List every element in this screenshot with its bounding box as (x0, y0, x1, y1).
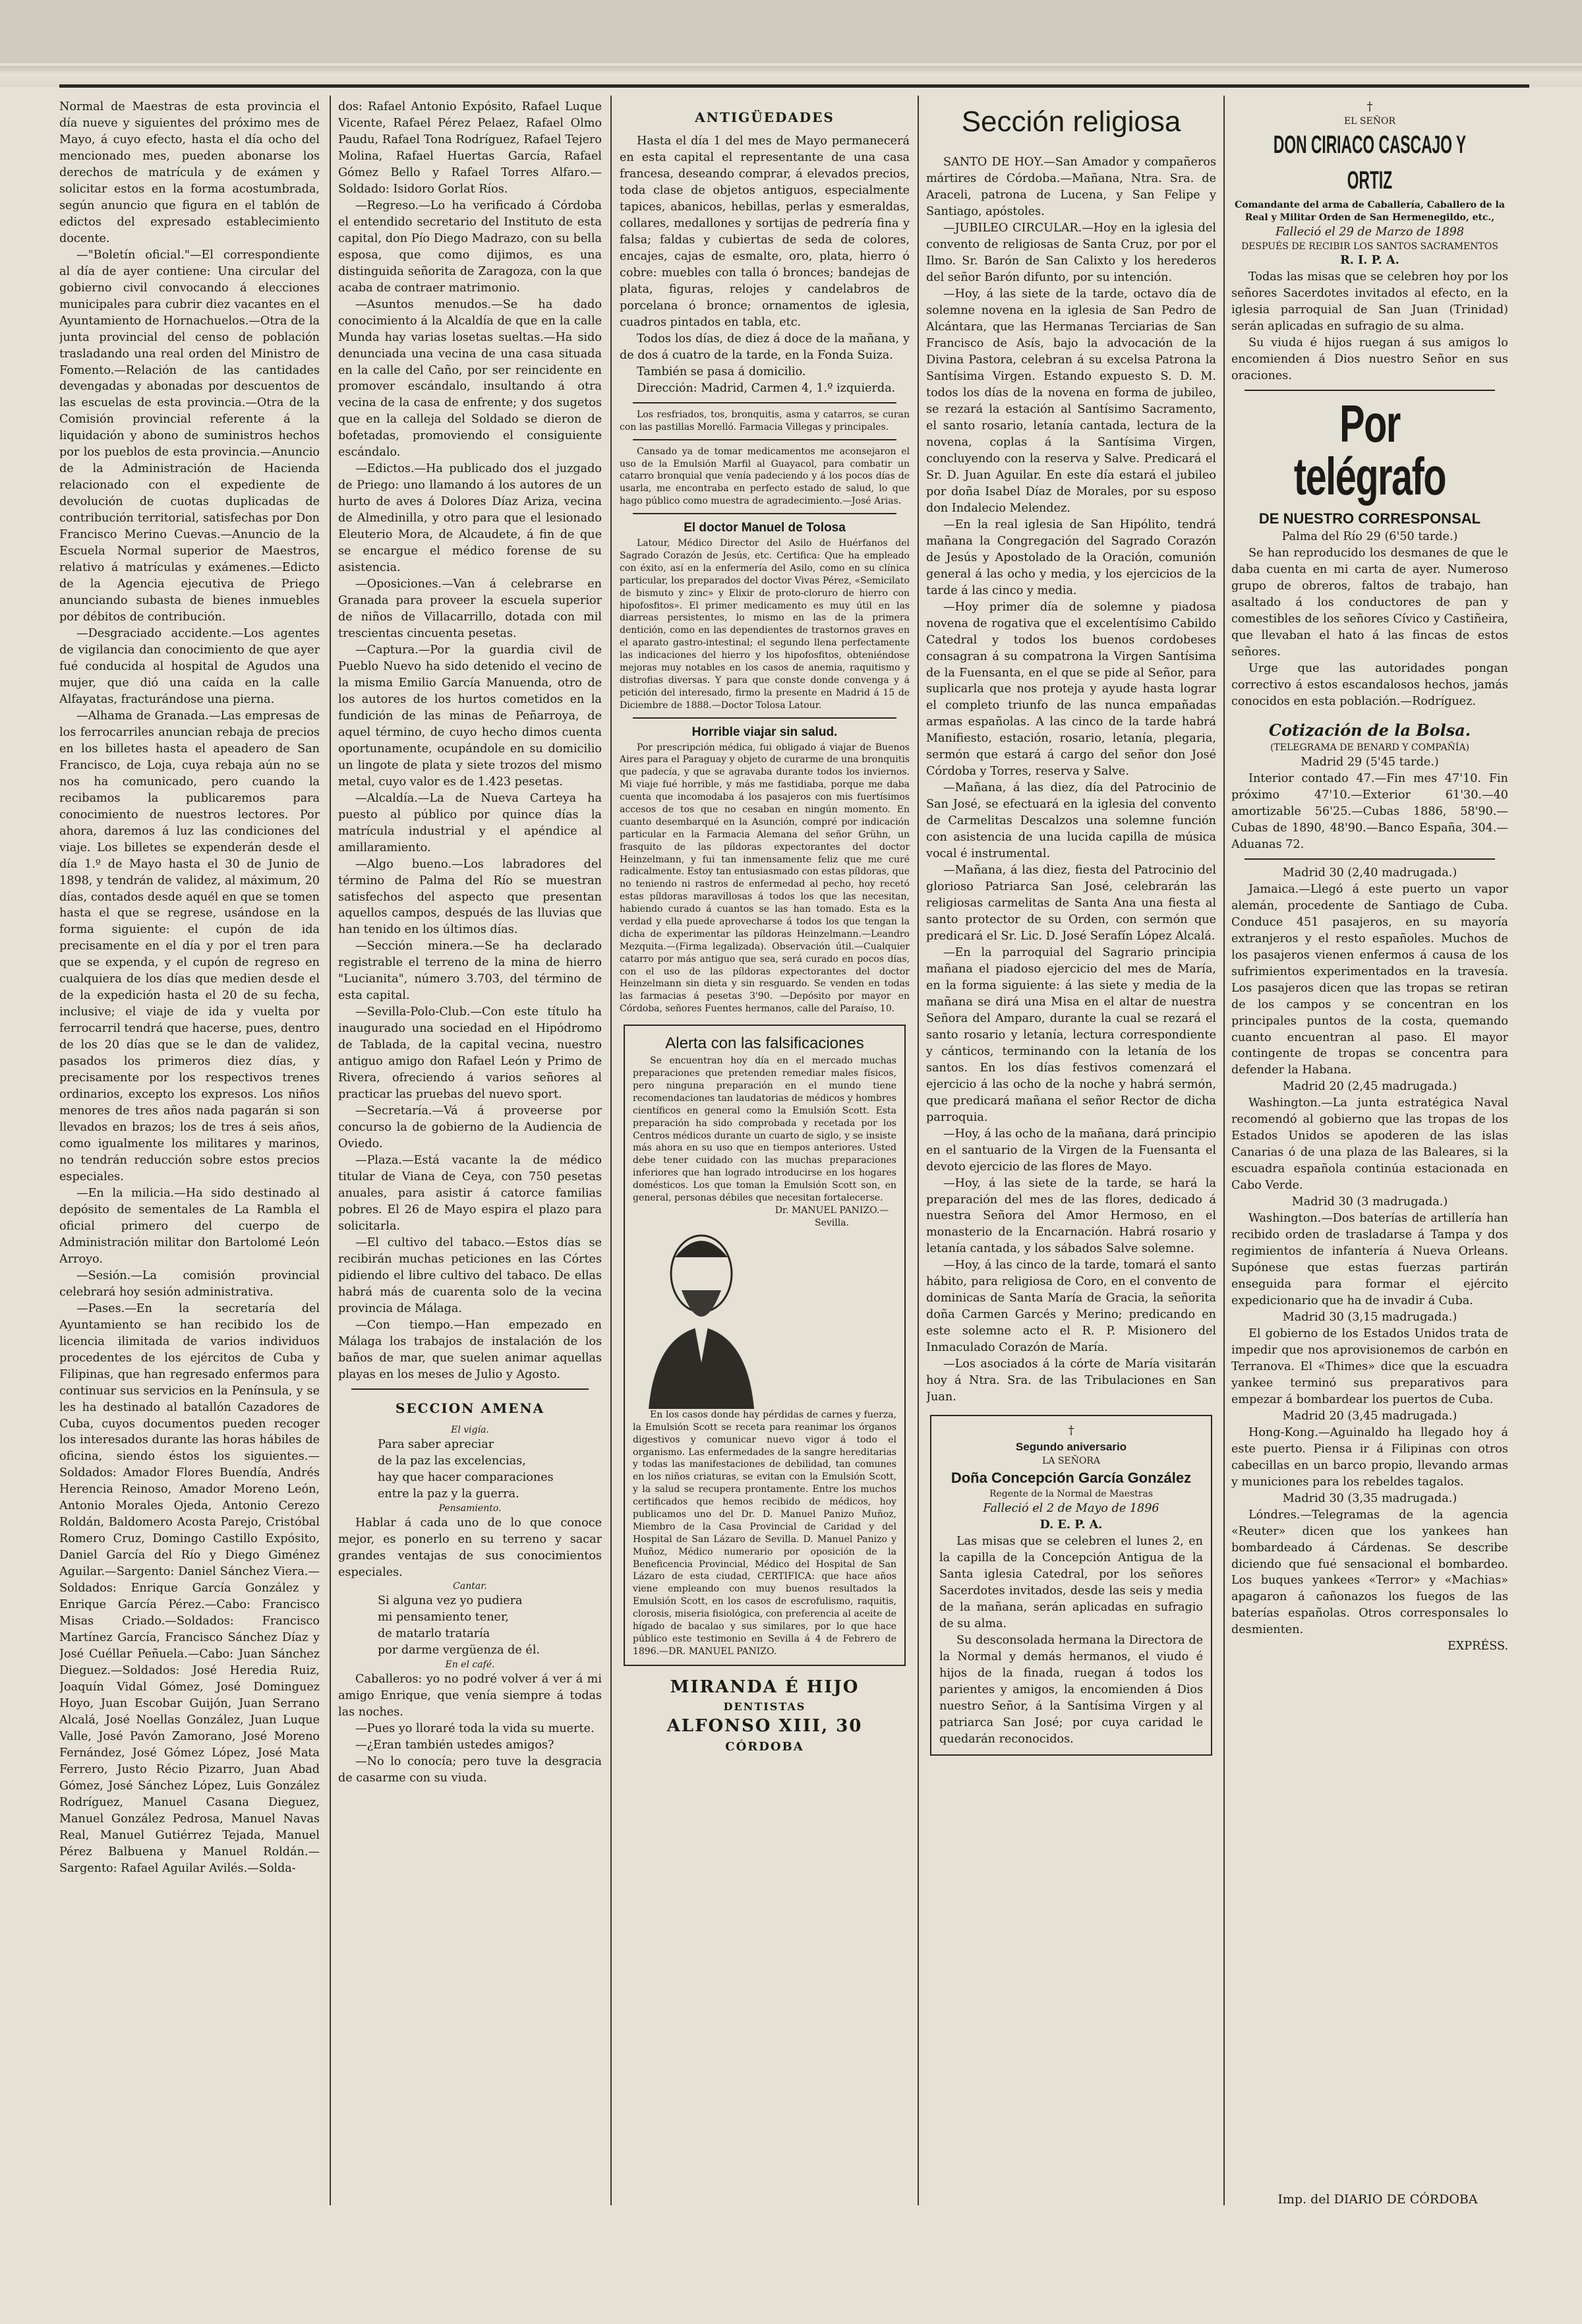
news-item: —En la real iglesia de San Hipólito, tendrá mañana la Congregación del Sagrado Corazón de Jesús y Apostolado de la Oración, comunión general á las ocho y media, y los ejercicios de la tarde á las cinco y media. (926, 518, 1216, 597)
news-item: —Hoy, á las siete de la tarde, se hará la preparación del mes de las flores, dedicado á nuestra Señora del Amor Hermoso, en el monasterio de la Encarnación. Habrá rosario y letanía cantada, y los sábados Salve solemne. (926, 1176, 1216, 1256)
obit-name: DON CIRIACO CASCAJO Y ORTIZ (1273, 131, 1467, 194)
dispatch-text: El gobierno de los Estados Unidos trata de impedir que nos aprovisionemos de carbón en Terranova. El «Thimes» dice que la escuadra yankee terminó sus preparativos para empezar á bombardear los puertos de Cuba. (1231, 1326, 1508, 1406)
news-item: —Algo bueno.—Los labradores del término de Palma del Río se muestran satisfechos del aspecto que presentan aquellos campos, después de las lluvias que han tenido en los últimos días. (338, 857, 602, 937)
obit-line: Falleció el 29 de Marzo de 1898 (1275, 225, 1465, 239)
subheading: En el café. (445, 1659, 495, 1671)
news-item: —Asuntos menudos.—Se ha dado conocimiento á la Alcaldía de que en la calle Munda hay varias losetas sueltas.—Ha sido denunciada una vecina de una casa situada en la calle del Caño, por ser reincidente en promover escándalo, insultando á otra vecina de la casa de enfrente; y dos sugetos que en la calleja del Soldado se dieron de bofetadas, promoviendo el consiguiente escándalo. (338, 297, 602, 460)
text: —¿Eran también ustedes amigos? (355, 1739, 554, 1752)
obituary (1231, 99, 1508, 384)
subheading: El vigía. (451, 1424, 489, 1435)
obit-text: Todas las misas que se celebren hoy por los señores Sacerdotes invitados al efecto, en la iglesia parroquial de San Juan (Trinidad) serán aplicadas en sufragio de su alma. (1231, 270, 1508, 334)
dispatch-head: Madrid 30 (3,35 madrugada.) (1282, 1491, 1457, 1505)
dispatch-head: Madrid 29 (5'45 tarde.) (1301, 756, 1439, 769)
obit-text: Su viuda é hijos ruegan á sus amigos lo encomienden á Dios nuestro Señor en sus oraciones. (1231, 336, 1508, 383)
news-item: —Secretaría.—Vá á proveerse por concurso la de gobierno de la Audiencia de Oviedo. (338, 1104, 602, 1151)
dispatch-text: Washington.—Dos baterías de artillería han recibido orden de trasladarse á Tampa y dos regimientos de infantería á Nueva Orleans. Supónese que estas fuerzas partirán enseguida para formar el ejército expedicionario que ha de invadir á Cuba. (1231, 1212, 1508, 1308)
news-item: —Sección minera.—Se ha declarado registrable el terreno de la mina de hierro "Lucianita", número 3.703, del término de esta capital. (338, 939, 602, 1003)
poem-line: Si alguna vez yo pudiera (378, 1594, 523, 1608)
news-item: —Hoy, á las ocho de la mañana, dará principio en el santuario de la Virgen de la Fuensanta el devoto ejercicio de las flores de Mayo. (926, 1127, 1216, 1174)
news-item: dos: Rafael Antonio Expósito, Rafael Luque Vicente, Rafael Pérez Pelaez, Rafael Olmo Paudu, Rafael Tona Rodríguez, Rafael Tejero Molina, Rafael Huertas García, Rafael Gómez Bello y Rafael Torres Alfaro.—Soldado: Isidoro Gorlat Ríos. (338, 100, 602, 196)
poem (338, 1437, 602, 1503)
subheading: Cantar. (453, 1581, 487, 1592)
news-item: —Hoy, á las siete de la tarde, octavo día de solemne novena en la iglesia de San Pedro de Alcántara, que las Hermanas Terciarias de San Francisco de Asís, bajo la advocación de la Divina Pastora, celebran á su excelsa Patrona la Santísima Virgen. Estando expuesto S. D. M. todos los días de la novena en forma de jubileo, se rezará la estación al Santísimo Sacramento, el santo rosario, letanía cantada, lectura de la novena, coplas á la Santísima Virgen, concluyendo con la reserva y Salve. Predicará el Sr. D. Juan Aguilar. En este día estará el jubileo por doña Isabel Díaz de Morales, por su esposo don Indalecio Melendez. (926, 287, 1216, 515)
obit-line: D. E. P. A. (1040, 1518, 1103, 1532)
dispatch-head: Madrid 20 (2,45 madrugada.) (1282, 1080, 1457, 1094)
ad-line: DENTISTAS (723, 1700, 806, 1713)
poem-line: de la paz las excelencias, (378, 1454, 526, 1468)
news-item: —Captura.—Por la guardia civil de Pueblo Nuevo ha sido detenido el vecino de la misma Emilio García Manuenda, otro de los autores de los hurtos cometidos en la fundición de las minas de Peñarroya, de aquel término, de cuyo hecho dimos cuenta oportunamente, ocupándole en su domicilio un lingote de plata y siete trozos del mismo metal, cuyo valor es de 1.423 pesetas. (338, 643, 602, 789)
news-item: —Regreso.—Lo ha verificado á Córdoba el entendido secretario del Instituto de esta capital, don Pío Diego Madrazo, con su bella esposa, que como dijimos, es una distinguida señorita de Zaragoza, con la que acaba de contraer matrimonio. (338, 198, 602, 295)
ad-text: Latour, Médico Director del Asilo de Huérfanos del Sagrado Corazón de Jesús, etc. Certifica: Que ha empleado con éxito, así en la enfermería del Asilo, como en su clínica particular, los preparados del doctor Vivas Pérez, «Semicilato de bismuto y zinc» y Elixir de proto-cloruro de hierro con hipofosfitos». El primer medicamento es muy útil en las diarreas persistentes, lo mismo en las de la primera dentición, como en las dependientes de trastornos graves en el aparato gastro-intestinal; el segundo llena perfectamente las indicaciones del hierro y los hipofosfitos, obteniéndose mejoras muy notables en los casos de anemia, raquitismo y distrofias diversas. Y para que conste donde convenga y á petición del interesado, firmo la presente en Madrid á 15 de Diciembre de 1888.—Doctor Tolosa Latour. (620, 538, 910, 711)
page-top-margin (0, 0, 1582, 63)
obituary-box (930, 1415, 1212, 1756)
obit-line: R. I. P. A. (1340, 253, 1399, 268)
ad-title: ANTIGÜEDADES (695, 109, 835, 125)
column-divider (1223, 96, 1225, 2205)
text: —No lo conocía; pero tuve la desgracia de casarme con su viuda. (338, 1754, 602, 1785)
poem-line: mi pensamiento tener, (378, 1611, 510, 1624)
header-rule (59, 84, 1529, 88)
obit-line: Segundo aniversario (1015, 1441, 1127, 1454)
dispatch-head: Palma del Río 29 (6'50 tarde.) (1281, 530, 1458, 544)
obit-line: Comandante del arma de Caballería, Caballero de la Real y Militar Orden de San Hermenegildo, etc., (1235, 199, 1505, 223)
poem-line: hay que hacer comparaciones (378, 1470, 554, 1484)
cross-icon: † (1366, 100, 1373, 113)
news-item: —Sevilla-Polo-Club.—Con este título ha inaugurado una sociedad en el Hipódromo de Tablada, de la capital vecina, nuestro antiguo amigo don Rafael León y Primo de Rivera, ofreciendo á varios señores al practicar las pruebas del nuevo sport. (338, 1005, 602, 1102)
ad-line: ALFONSO XIII, 30 (666, 1716, 863, 1737)
section-title: Por telégrafo (1293, 394, 1446, 506)
column-5-telegraph (1231, 99, 1508, 2195)
divider (351, 1388, 589, 1390)
news-item: —Hoy, á las cinco de la tarde, tomará el santo hábito, para religiosa de Coro, en el convento de dominicas de Santa María de Gracia, la señorita doña Carmen Garcés y Merino; predicando en este solemne acto el R. P. Misionero del Inmaculado Corazón de María. (926, 1259, 1216, 1355)
column-divider (610, 96, 612, 2205)
ad-text: Los resfriados, tos, bronquitis, asma y catarros, se curan con las pastillas Morelló. Farmacia Villegas y principales. (620, 409, 910, 432)
ad-title: El doctor Manuel de Tolosa (684, 521, 846, 535)
section-title: Sección religiosa (961, 105, 1181, 138)
printer-imprint: Imp. del DIARIO DE CÓRDOBA (1277, 2192, 1478, 2207)
news-item: SANTO DE HOY.—San Amador y compañeros mártires de Córdoba.—Mañana, Ntra. Sra. de Araceli, patrona de Lucena, y San Felipe y Santiago, apóstoles. (926, 156, 1216, 219)
poem-line: por darme vergüenza de él. (378, 1644, 541, 1657)
column-2 (338, 99, 602, 2195)
divider (633, 439, 896, 440)
ad-text: Dirección: Madrid, Carmen 4, 1.º izquierda. (637, 381, 896, 395)
news-item: Normal de Maestras de esta provincia el día nueve y siguientes del próximo mes de Mayo, á cuyo efecto, hasta el día ocho del mencionado mes, pueden abonarse los derechos de matrícula y de exámen y solicitar estos en la forma acostumbrada, según anuncio que figura en el tablón de edictos del expresado establecimiento docente. (59, 100, 320, 245)
ad-text: Hasta el día 1 del mes de Mayo permanecerá en esta capital el representante de una casa francesa, deseando comprar, á elevados precios, toda clase de objetos antiguos, especialmente tapices, abanicos, hebillas, perlas y esmeraldas, collares, medallones y sortijas de pedrería fina y falsa; faldas y cubiertas de seda de colores, encajes, cajas de esmalte, oro, plata, hierro ó cobre: muebles con talla ó bronces; bandejas de plata, figuras, relojes y candelabros de porcelana ó bronce; ornamentos de iglesia, cuadros pintados en tabla, etc. (620, 134, 910, 330)
dispatch-text: Lóndres.—Telegramas de la agencia «Reuter» dicen que los yankees han bombardeado á Cárdenas. Se describe diciendo que fué sensacional el bombardeo. Los buques yankees «Terror» y «Machias» apagaron á cañonazos los fuegos de las baterías españolas. Otros corresponsales lo desmienten. (1231, 1508, 1508, 1637)
subheading: Pensamiento. (438, 1503, 502, 1514)
ad-text: Por prescripción médica, fui obligado á viajar de Buenos Aires para el Paraguay y objeto de curarme de una bronquitis que padecía, y que se agravaba durante todos los inviernos. Mi viaje fué horrible, y más me fastidiaba, porque me daba cuenta que incomodaba á los pasajeros con mis fuertísimos accesos de tos que no cesaban en ningún momento. En cuanto desembarqué en la Asunción, compré por indicación particular en la Farmacia Alemana del señor Grühn, un frasquito de las píldoras expectorantes del doctor Heinzelmann, y fui tan inmensamente feliz que me curé radicalmente. Estoy tan entusiasmado con estas píldoras, que no teniendo ni rastros de enfermedad al pecho, hoy recetó estas píldoras maravillosas á todos los que las necesitan, habiendo curado á cuantos se las han tomado. Esta es la verdad y ella puede aprovecharse á todos los que tengan la dicha de experimentar las píldoras Heinzelmann.—Leandro Mezquita.—(Firma legalizada). Observación útil.—Cualquier catarro por más antiguo que sea, será curado en pocos días, con el uso de las píldoras expectorantes del doctor Heinzelmann sin dieta y sin resguardo. Se venden en todas las farmacias á pesetas 3'90. —Depósito por mayor en Córdoba, señores Fuentes hermanos, calle del Paraíso, 10. (620, 742, 910, 1015)
poem (338, 1593, 602, 1659)
news-item: —"Boletín oficial."—El correspondiente al día de ayer contiene: Una circular del gobierno civil convocando á elecciones municipales para cubrir diez vacantes en el Ayuntamiento de Hornachuelos.—Otra de la junta provincial del censo de población trasladando una real orden del Ministro de Fomento.—Relación de las cantidades devengadas y abonadas por descuentos de las escuelas de esta provincia.—Otra de la Comisión provincial referente á la liquidación y abono de suministros hechos por los pueblos de esta provincia.—Anuncio de la Administración de Hacienda relacionado con el expediente de devolución de cuotas duplicadas de contribución territorial, satisfechas por Don Francisco Merino Cuevas.—Anuncio de la Escuela Normal superior de Maestros, relativo á matrículas y exámenes.—Edicto de la Agencia ejecutiva de Priego anunciando subasta de bienes inmuebles por débitos de contribución. (59, 248, 320, 624)
divider (633, 717, 896, 719)
ad-title: Horrible viajar sin salud. (691, 725, 838, 739)
dispatch-text: Hong-Kong.—Aguinaldo ha llegado hoy á este puerto. Piensa ir á Filipinas con otros cabecillas en un barco propio, llevando armas y municiones para los rebeldes tagalos. (1231, 1425, 1508, 1489)
obit-text: Su desconsolada hermana la Directora de la Normal y demás hermanos, el viudo é hijos de la finada, ruegan á todos los parientes y amigos, la encomienden á Dios nuestro Señor, á la Santísima Virgen y al patriarca San José; por cuya caridad le quedarán reconocidos. (939, 1633, 1203, 1746)
ad-line: MIRANDA É HIJO (670, 1677, 860, 1697)
news-item: —Plaza.—Está vacante la de médico titular de Viana de Ceya, con 750 pesetas anuales, para asistir á catorce familias pobres. El 26 de Mayo espira el plazo para solicitarla. (338, 1154, 602, 1233)
column-divider (330, 96, 331, 2205)
column-divider (918, 96, 919, 2205)
ad-text: Cansado ya de tomar medicamentos me aconsejaron el uso de la Emulsión Marfil al Guayacol, para combatir un catarro bronquial que venía padeciendo y á los pocos días de usarla, me encontraba en perfecto estado de salud, lo que hago público como muestra de agradecimiento.—José Arias. (620, 446, 910, 507)
bolsa-title: Cotización de la Bolsa. (1268, 721, 1471, 740)
obit-line: Falleció el 2 de Mayo de 1896 (983, 1502, 1159, 1516)
obit-line: LA SEÑORA (1041, 1456, 1101, 1467)
news-item: —Hoy primer día de solemne y piadosa novena de rogativa que el excelentísimo Cabildo Catedral y todos los buenos cordobeses consagran á su compatrona la Virgen Santísima de la Fuensanta, en el que se pide al Señor, para suplicarla que nos proteja y ayude hasta lograr el completo triunfo de las nunca empañadas armas españolas. A las cinco de la tarde habrá Manifiesto, estación, rosario, letanía, plegaria, sermón que estará á cargo del señor don José Córdoba y Torres, reserva y Salve. (926, 600, 1216, 779)
news-item: —Con tiempo.—Han empezado en Málaga los trabajos de instalación de los baños de mar, que suelen animar aquellas playas en los meses de Julio y Agosto. (338, 1318, 602, 1381)
dispatch-head: Madrid 30 (3,15 madrugada.) (1282, 1310, 1457, 1324)
news-item: —En la milicia.—Ha sido destinado al depósito de sementales de La Rambla el oficial primero del cuerpo de Administración militar don Bartolomé León Arroyo. (59, 1186, 320, 1266)
ad-text: Se encuentran hoy día en el mercado muchas preparaciones que pretenden remediar males físicos, pero ninguna preparación en el mundo tiene recomendaciones tan laudatorias de médicos y hombres científicos en general como la Emulsión Scott. Esta preparación ha sido comprobada y recetada por los Centros médicos durante un cuarto de siglo, y se insiste más ahora en su uso que en tiempos anteriores. Usted debe tener cuidado con las muchas preparaciones inferiores que han logrado introducirse en los hogares domésticos. Los que toman la Emulsión Scott son, en general, personas débiles que necesitan fortalecerse. (633, 1056, 896, 1203)
poem-line: Para saber apreciar (378, 1437, 494, 1451)
obit-line: Regente de la Normal de Maestras (989, 1489, 1154, 1500)
dispatch-text: Urge que las autoridades pongan correctivo á estos escandalosos hechos, jamás conocidos en esta población.—Rodríguez. (1231, 662, 1508, 709)
section-subtitle: DE NUESTRO CORRESPONSAL (1258, 510, 1481, 527)
section-title: SECCION AMENA (395, 1400, 545, 1416)
text: Caballeros: yo no podré volver á ver á mi amigo Enrique, que venía siempre á todas las noches. (338, 1673, 602, 1719)
ad-box (624, 1025, 906, 1666)
portrait-caption: Dr. MANUEL PANIZO.—Sevilla. (775, 1205, 889, 1228)
divider (633, 513, 896, 514)
news-item: —Mañana, á las diez, fiesta del Patrocinio del glorioso Patriarca San José, celebrarán las religiosas carmelitas de Santa Ana una fiesta al santo protector de su Orden, con sermón que predicará el Sr. Lic. D. José Serafín López Alcalá. (926, 864, 1216, 943)
news-item: —Oposiciones.—Van á celebrarse en Granada para proveer la escuela superior de niños de Villacarrillo, dotada con mil trescientas cincuenta pesetas. (338, 578, 602, 640)
dispatch-text: Jamaica.—Llegó á este puerto un vapor alemán, procedente de Santiago de Cuba. Conduce 451 pasajeros, en su mayoría extranjeros y el resto españoles. Muchos de los pasajeros vienen enfermos á causa de los sufrimientos experimentados en la travesía. Los pasajeros dicen que las tropas se retiran de los campos y se concentran en los principales puntos de la costa, quemando cuanto encuentran al paso. El mayor contingente de tropas se concentra para defender la Habana. (1231, 882, 1508, 1077)
dispatch-head: Madrid 30 (3 madrugada.) (1291, 1195, 1448, 1209)
divider (1245, 858, 1495, 860)
obit-name: Doña Concepción García González (951, 1470, 1192, 1487)
ad-title: Alerta con las falsificaciones (665, 1034, 864, 1053)
cross-icon: † (1068, 1424, 1074, 1438)
news-item: —Desgraciado accidente.—Los agentes de vigilancia dan conocimiento de que ayer fué conducida al hospital de Agudos una mujer, que dió una caída en la calle Alfayatas, fracturándose una pierna. (59, 627, 320, 706)
signoff: EXPRÉSS. (1447, 1640, 1508, 1654)
dentist-ad (620, 1675, 910, 1756)
obit-line: DESPUÉS DE RECIBIR LOS SANTOS SACRAMENTOS (1241, 241, 1498, 252)
news-item: —Los asociados á la córte de María visitarán hoy á Ntra. Sra. de las Tribulaciones en San Juan. (926, 1357, 1216, 1404)
text: —Pues yo lloraré toda la vida su muerte. (355, 1722, 595, 1736)
poem-line: entre la paz y la guerra. (378, 1487, 519, 1501)
column-4-religious (926, 99, 1216, 2195)
news-item: —Pases.—En la secretaría del Ayuntamiento se han recibido los de licencia ilimitada de varios individuos procedentes de los ejércitos de Cuba y Filipinas, que han regresado enfermos para continuar sus servicios en la Península, y se les ha destinado al batallón Cazadores de Cuba, cuyos documentos pueden recoger los interesados durante las horas hábiles de oficina, siendo éstos los siguientes.—Soldados: Amador Flores Buendía, Andrés Herencia Reinoso, Amador Moreno León, Antonio Morales Ojeda, Antonio Cerezo Roldán, Baldomero Acosta Parejo, Cristóbal Romero Cruz, Domingo Castillo Expósito, Daniel García del Río y Diego Giménez Aguilar.—Sargento: Daniel Sánchez Viera.—Soldados: Enrique García González y Enrique García Pérez.—Cabo: Francisco Misas Criado.—Soldados: Francisco Martínez García, Francisco Sánchez Díaz y José Cuéllar Peñuela.—Cabo: Juan Sánchez Dieguez.—Soldados: José Heredia Ruiz, Joaquín Vidal Gómez, José Dominguez Hoyo, Juan Escobar Guijón, Juan Serrano Alcalá, José Noellas González, Juan Luque Valle, José Pavón Zamorano, José Moreno Fernández, José Gómez López, José Mata Ferrero, Justo Récio Pizarro, Juan Abad Gómez, José Sánchez López, Luis González Rodríguez, Manuel Casana Dieguez, Manuel González Pedrosa, Manuel Navas Real, Manuel Gutiérrez Tejada, Manuel Pérez Balbuena y Manuel Roldán.—Sargento: Rafael Aguilar Avilés.—Solda- (59, 1301, 320, 1875)
news-item: —JUBILEO CIRCULAR.—Hoy en la iglesia del convento de religiosas de Santa Cruz, por por el Ilmo. Sr. Barón de San Calixto y los herederos del señor Barón difunto, por su intención. (926, 222, 1216, 285)
ad-text: Todos los días, de diez á doce de la mañana, y de dos á cuatro de la tarde, en la Fonda Suiza. (620, 332, 910, 362)
news-item: —Alcaldía.—La de Nueva Carteya ha puesto al público por quince días la matrícula industrial y el apéndice al amillaramiento. (338, 791, 602, 854)
ad-text: En los casos donde hay pérdidas de carnes y fuerza, la Emulsión Scott se receta para reanimar los órganos digestivos y comunicar nuevo vigor á todo el organismo. Las enfermedades de la sangre hereditarias y todas las manifestaciones de debilidad, tan comunes en los niños criaturas, se evitan con la Emulsión Scott, y la salud se recupera prontamente. Entre los muchos certificados que hemos recibido de médicos, hoy publicamos uno del Dr. D. Manuel Panizo Muñoz, Miembro de la Casa Provincial de Caridad y del Hospital de San Lázaro de Sevilla. D. Manuel Panizo y Muñoz, Médico numerario por oposición de la Beneficencia Provincial, Médico del Hospital de San Lázaro de esta ciudad, CERTIFICA: que hace años viene empleando con muy buenos resultados la Emulsión Scott, en los casos de escrofulismo, raquitis, clorosis, miseria fisiológica, con preferencia al aceite de hígado de bacalao y sus similares, por lo que hace público este testimonio en Sevilla á 4 de Febrero de 1896.—DR. MANUEL PANIZO. (633, 1409, 896, 1657)
news-item: —Edictos.—Ha publicado dos el juzgado de Priego: uno llamando á los autores de un hurto de aves á Dolores Díaz Ariza, vecina de Almedinilla, y otro para que el lesionado Eleuterio Mora, de Alcaudete, á fin de que se encargue el médico forense de su asistencia. (338, 462, 602, 575)
news-item: —Sesión.—La comisión provincial celebrará hoy sesión administrativa. (59, 1268, 320, 1299)
poem-line: de matarlo trataría (378, 1627, 490, 1641)
ad-text: También se pasa á domicilio. (637, 365, 806, 378)
column-3-ads (620, 99, 910, 2195)
dispatch-text: Washington.—La junta estratégica Naval recomendó al gobierno que las tropas de los Estados Unidos se apoderen de las islas Canarias ó de una plaza de las Baleares, si la escuadra española continúa estacionada en Cabo Verde. (1231, 1096, 1508, 1193)
text: Hablar á cada uno de lo que conoce mejor, es ponerlo en su terreno y sacar grandes ventajas de sus conocimientos especiales. (338, 1516, 602, 1579)
doctor-portrait (635, 1211, 767, 1409)
column-1 (59, 99, 320, 2195)
dispatch-head: Madrid 30 (2,40 madrugada.) (1282, 866, 1457, 879)
divider (633, 402, 896, 403)
news-item: —Mañana, á las diez, día del Patrocinio de San José, se efectuará en la iglesia del convento de Carmelitas Descalzos una solemne función con asistencia de una lucida capilla de música vocal é instrumental. (926, 781, 1216, 861)
bolsa-text: Interior contado 47.—Fin mes 47'10. Fin próximo 47'10.—Exterior 61'30.—40 amortizable 56'25.—Cubas 1886, 58'90.—Cubas de 1890, 48'90.—Banco España, 304.—Aduanas 72. (1231, 771, 1508, 851)
dispatch-text: Se han reproducido los desmanes de que le daba cuenta en mi carta de ayer. Numeroso grupo de obreros, faltos de trabajo, han asaltado á los conductores de pan y comestibles de los señores Cívico y Castiñeira, que llevaban el hato á las fincas de estos señores. (1231, 547, 1508, 659)
divider (1245, 390, 1495, 391)
obit-text: Las misas que se celebren el lunes 2, en la capilla de la Concepción Antigua de la Santa iglesia Catedral, por los señores Sacerdotes invitados, desde las seis y media de la mañana, serán aplicadas en sufragio de su alma. (939, 1535, 1203, 1630)
news-item: —El cultivo del tabaco.—Estos días se recibirán muchas peticiones en las Córtes pidiendo el libre cultivo del tabaco. De ellas habrá más de cuarenta solo de la vecina provincia de Málaga. (338, 1236, 602, 1315)
news-item: —En la parroquial del Sagrario principia mañana el piadoso ejercicio del mes de María, en la forma siguiente: á las siete y media de la mañana se dirá una Misa en el altar de nuestra Señora del Amparo, durante la cual se rezará el santo rosario y letanía, lectura correspondiente y cánticos, terminando con la letanía de los santos. En los días festivos comenzará el ejercicio á las ocho de la noche y habrá sermón, que predicará mañana el señor Rector de dicha parroquia. (926, 945, 1216, 1124)
ad-line: CÓRDOBA (725, 1740, 804, 1754)
obit-line: EL SEÑOR (1343, 115, 1396, 127)
dispatch-head: Madrid 20 (3,45 madrugada.) (1282, 1409, 1457, 1423)
bolsa-subtitle: (TELEGRAMA DE BENARD Y COMPAÑÍA) (1270, 742, 1470, 754)
news-item: —Alhama de Granada.—Las empresas de los ferrocarriles anuncian rebaja de precios en los billetes hasta el apeadero de San Francisco, de Loja, cuya rebaja aún no se nos ha comunicado, pero cuando la recibamos la publicaremos para conocimiento de nuestros lectores. Por ahora, daremos á luz las condiciones del viaje. Los billetes se expenderán desde el día 1.º de Mayo hasta el 30 de Junio de 1898, y tendrán de validez, al máximum, 20 días, contados desde aquél en que se tomen hasta el que se regrese, usándose en la forma siguiente: el cupón de ida precisamente en el día y por el tren para que se expenda, y el cupón de regreso en cualquiera de los días que medien desde el de la expedición hasta el 20 de su fecha, inclusive; el viaje de ida y vuelta por ferrocarril tendrá que hacerse, pues, dentro de los 20 días que se le dan de validez, pasados los primeros diez días, y precisamente por los respectivos trenes ordinarios, excepto los expresos. Los niños menores de tres años nada pagarán si son llevados en brazos; los de tres á seis años, como igualmente los militares y marinos, no tendrán reducción sobre estos precios especiales. (59, 709, 320, 1183)
